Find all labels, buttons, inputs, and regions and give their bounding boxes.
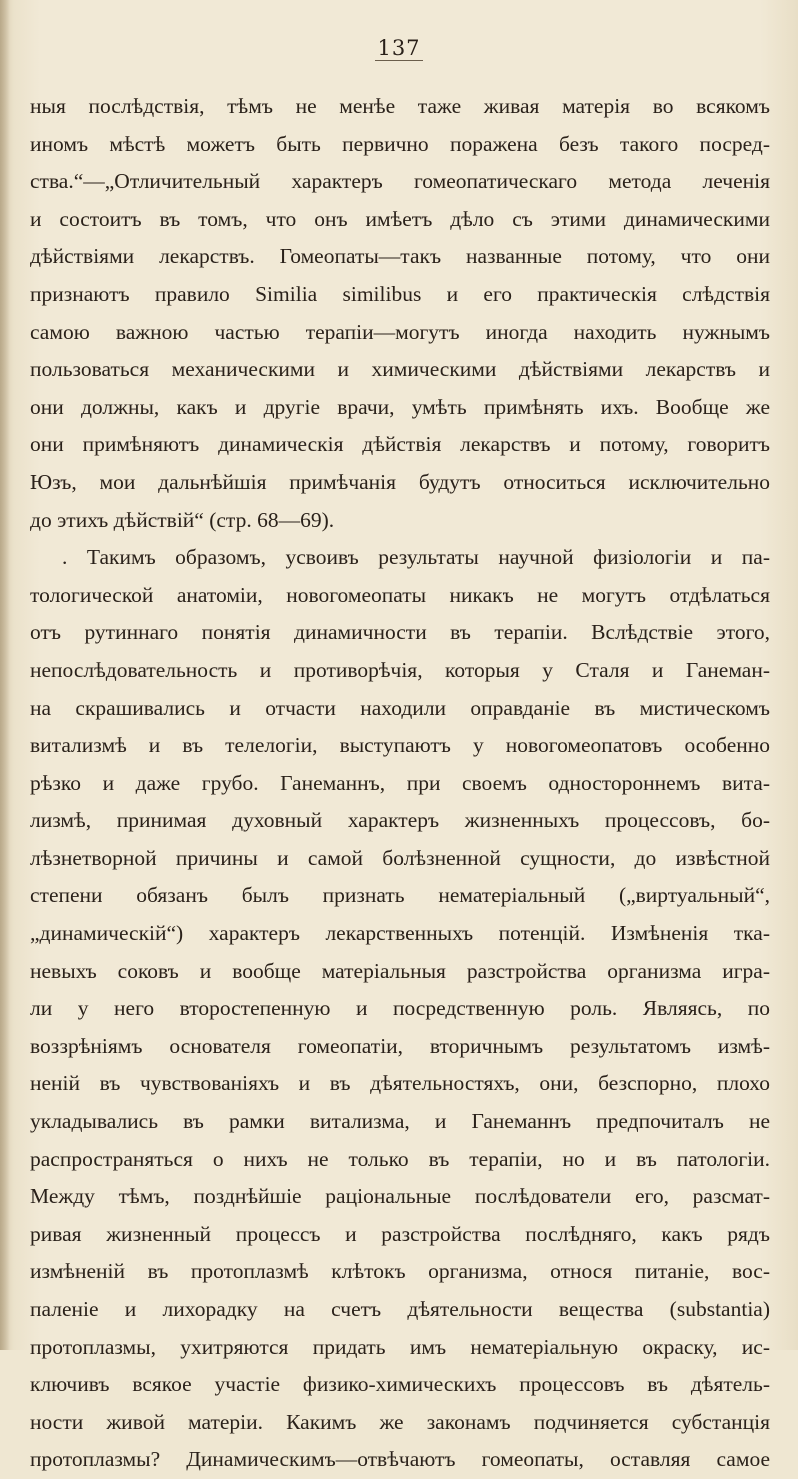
- text-line: на скрашивались и отчасти находили оправданіе въ мистическомъ: [30, 695, 770, 720]
- text-line: лѣзнетворной причины и самой болѣзненной сущности, до извѣстной: [30, 845, 770, 870]
- text-line: ства.“—„Отличительный характеръ гомеопатическаго метода леченія: [30, 169, 770, 194]
- text-line: паленіе и лихорадку на счетъ дѣятельности вещества (substantia): [30, 1297, 770, 1321]
- text-line: они примѣняютъ динамическія дѣйствія лекарствъ и потому, говоритъ: [30, 432, 770, 457]
- text-line: ныя послѣдствія, тѣмъ не менѣе таже живая матерія во всякомъ: [30, 94, 770, 118]
- text-line: Между тѣмъ, позднѣйшіе раціональные послѣдователи его, разсмат-: [30, 1184, 770, 1209]
- text-line: измѣненій въ протоплазмѣ клѣтокъ организма, относя питаніе, вос-: [30, 1259, 770, 1284]
- text-line: рѣзко и даже грубо. Ганеманнъ, при своемъ одностороннемъ вита-: [30, 770, 770, 795]
- text-line: тологической анатоміи, новогомеопаты никакъ не могутъ отдѣлаться: [30, 582, 770, 607]
- text-line: отъ рутиннаго понятія динамичности въ терапіи. Вслѣдствіе этого,: [30, 620, 770, 645]
- text-line: протоплазмы, ухитряются придать имъ нематеріальную окраску, ис-: [30, 1334, 770, 1359]
- text-line: воззрѣніямъ основателя гомеопатіи, вторичнымъ результатомъ измѣ-: [30, 1033, 770, 1058]
- text-line: . Такимъ образомъ, усвоивъ результаты научной физіологіи и па-: [62, 545, 770, 570]
- text-line: они должны, какъ и другіе врачи, умѣть примѣнять ихъ. Вообще же: [30, 394, 770, 419]
- text-line: распространяться о нихъ не только въ терапіи, но и въ патологіи.: [30, 1146, 770, 1171]
- text-line: до этихъ дѣйствій“ (стр. 68—69).: [30, 507, 335, 532]
- text-line: Юзъ, мои дальнѣйшія примѣчанія будутъ относиться исключительно: [30, 469, 770, 494]
- text-line: неній въ чувствованіяхъ и въ дѣятельностяхъ, они, безспорно, плохо: [30, 1071, 770, 1096]
- text-line: ности живой матеріи. Какимъ же законамъ подчиняется субстанція: [30, 1409, 770, 1434]
- page-number: [0, 36, 798, 60]
- text-line: „динамическій“) характеръ лекарственныхъ потенцій. Измѣненія тка-: [30, 921, 770, 946]
- page-binding-shadow: [0, 0, 10, 1350]
- text-line: самою важною частью терапіи—могутъ иногда находить нужнымъ: [30, 319, 770, 344]
- text-line: протоплазмы? Динамическимъ—отвѣчаютъ гомеопаты, оставляя самое: [30, 1447, 770, 1472]
- text-line: витализмѣ и въ телелогіи, выступаютъ у новогомеопатовъ особенно: [30, 733, 770, 758]
- page-number-text: 137: [377, 36, 421, 60]
- text-line: лизмѣ, принимая духовный характеръ жизненныхъ процессовъ, бо-: [30, 808, 770, 833]
- text-line: пользоваться механическими и химическими дѣйствіями лекарствъ и: [30, 357, 770, 382]
- text-line: ривая жизненный процессъ и разстройства послѣдняго, какъ рядъ: [30, 1221, 770, 1246]
- text-line: невыхъ соковъ и вообще матеріальныя разстройства организма игра-: [30, 958, 770, 983]
- text-line: и состоитъ въ томъ, что онъ имѣетъ дѣло съ этими динамическими: [30, 206, 770, 231]
- text-line: непослѣдовательность и противорѣчія, которыя у Сталя и Ганеман-: [30, 657, 770, 682]
- text-line: укладывались въ рамки витализма, и Ганеманнъ предпочиталъ не: [30, 1109, 770, 1134]
- text-line: дѣйствіями лекарствъ. Гомеопаты—такъ названные потому, что они: [30, 244, 770, 269]
- text-line: ли у него второстепенную и посредственную роль. Являясь, по: [30, 996, 770, 1021]
- text-line: ключивъ всякое участіе физико-химическихъ процессовъ въ дѣятель-: [30, 1372, 770, 1397]
- text-line: признаютъ правило Similia similibus и его практическія слѣдствія: [30, 281, 770, 306]
- body-text: [30, 88, 770, 1479]
- text-line: иномъ мѣстѣ можетъ быть первично поражена безъ такого посред-: [30, 131, 770, 156]
- text-line: степени обязанъ былъ признать нематеріальный („виртуальный“,: [30, 883, 770, 908]
